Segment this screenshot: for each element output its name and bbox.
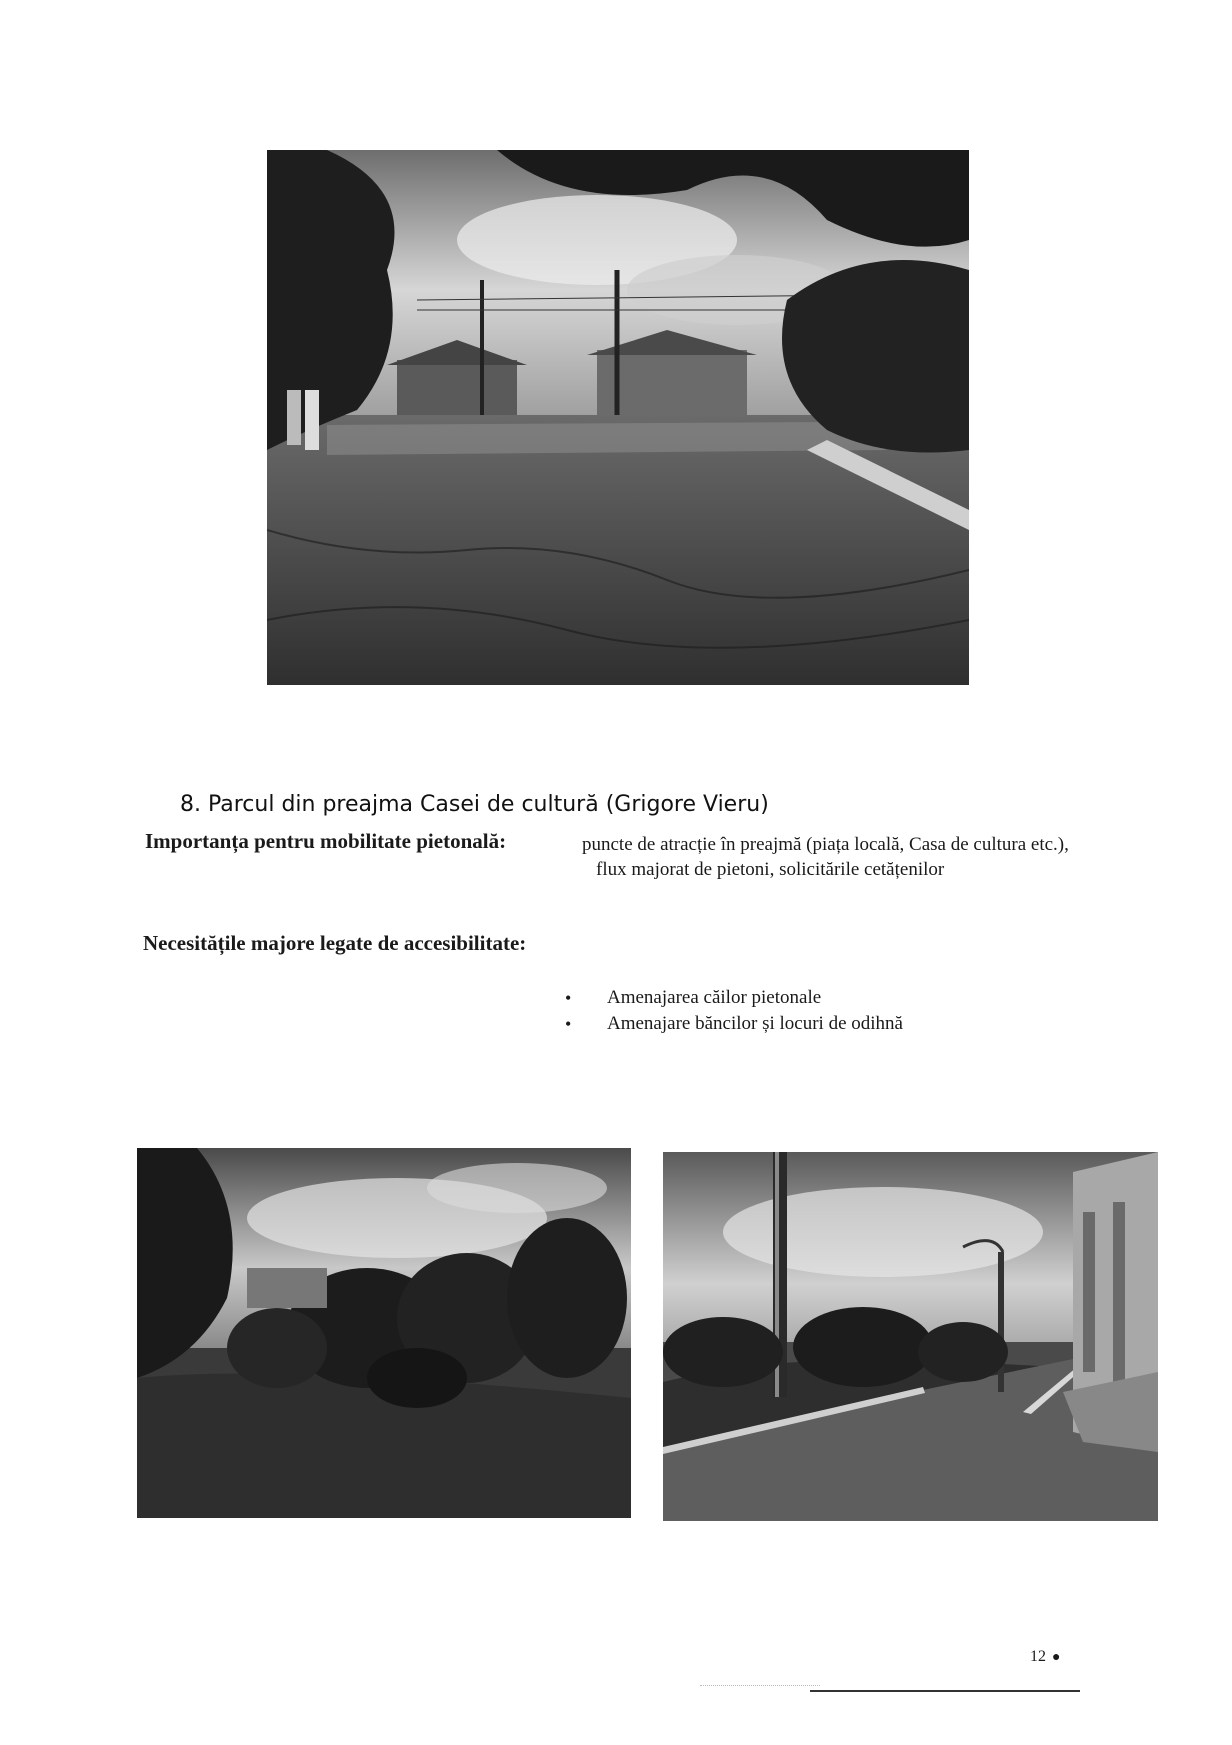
footer-divider: [810, 1690, 1080, 1692]
section-heading: 8. Parcul din preajma Casei de cultură (Grigore Vieru): [180, 792, 769, 817]
footer-divider-faint: [700, 1685, 820, 1686]
footer-bullet-icon: ●: [1052, 1650, 1061, 1665]
page-number: [1030, 1648, 1060, 1666]
needs-label: Necesitățile majore legate de accesibilitate:: [143, 931, 527, 955]
photo-pathway-building: [663, 1152, 1158, 1521]
needs-list-item: • Amenajare băncilor și locuri de odihnă: [565, 1011, 903, 1037]
needs-list: [565, 985, 903, 1037]
page-number-value: 12: [1030, 1648, 1046, 1665]
photo-park-trees: [137, 1148, 631, 1518]
needs-list-item: • Amenajarea căilor pietonale: [565, 985, 903, 1011]
photo-park-square: [267, 150, 969, 685]
importance-label: Importanța pentru mobilitate pietonală:: [145, 829, 507, 853]
importance-text: puncte de atracție în preajmă (piața locală, Casa de cultura etc.), flux majorat de pietoni, solicitările cetățenilor: [582, 834, 1069, 880]
